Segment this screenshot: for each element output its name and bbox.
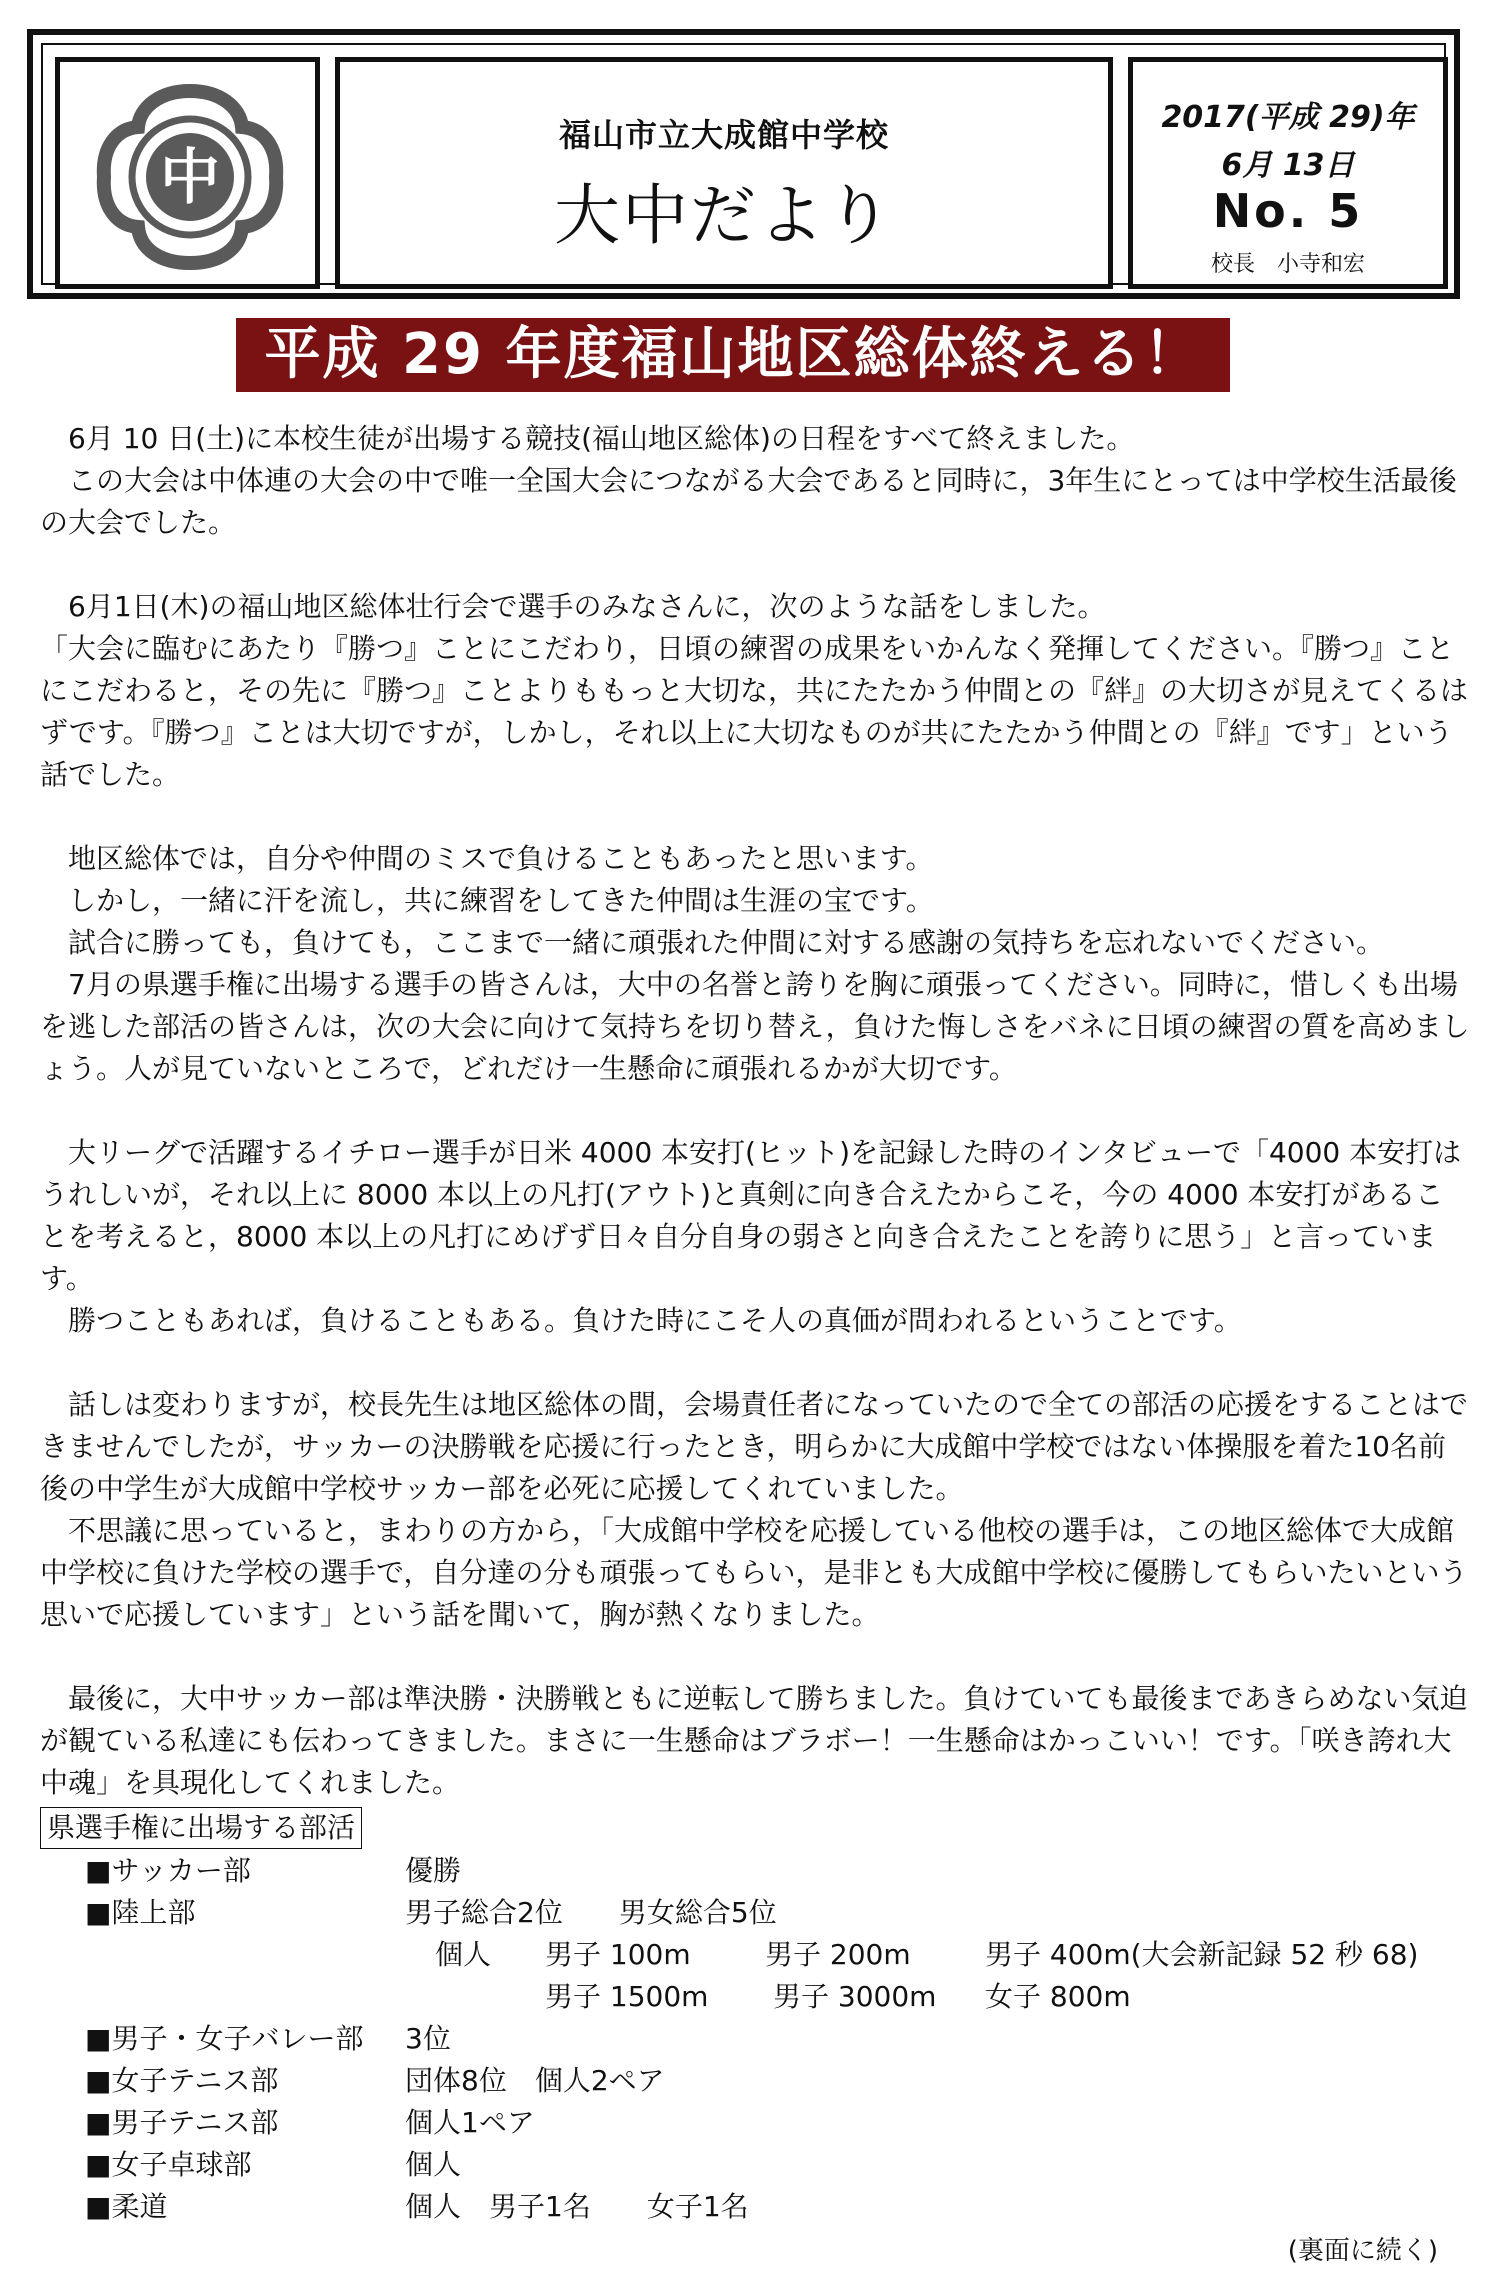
masthead <box>27 29 1460 299</box>
body-paragraph: 勝つこともあれば，負けることもある。負けた時にこそ人の真価が問われるということです。 <box>40 1304 1242 1337</box>
body-paragraph: 「大会に臨むにあたり『勝つ』ことにこだわり，日頃の練習の成果をいかんなく発揮してください。『勝つ』ことにこだわると，その先に『勝つ』ことよりももっと大切な，共にたたかう仲間との『絆』の大切さが見えてくるはずです。『勝つ』ことは大切ですが，しかし，それ以上に大切なものが共にたたかう仲間との『絆』です」という話でした。 <box>40 632 1469 791</box>
headline-banner: 平成 29 年度福山地区総体終える！ <box>236 318 1230 392</box>
school-name: 福山市立大成館中学校 <box>558 116 889 154</box>
track-individual-row-1 <box>85 1934 1465 1976</box>
track-event: 男子 1500m <box>545 1980 709 2013</box>
track-event: 男子 200m <box>765 1938 911 1971</box>
club-name: ■サッカー部 <box>85 1854 251 1887</box>
club-row <box>85 2060 1465 2102</box>
paragraph-gap <box>40 1342 1470 1384</box>
issue-year: 2017(平成 29)年 <box>1161 100 1415 135</box>
club-result: 個人1ペア <box>405 2106 535 2139</box>
body-paragraph: 6月1日(木)の福山地区総体壮行会で選手のみなさんに，次のような話をしました。 <box>40 590 1106 623</box>
issue-number: No. 5 <box>1212 184 1364 238</box>
club-name: ■男子テニス部 <box>85 2106 279 2139</box>
article-body <box>40 418 1470 1804</box>
issue-date: 6月 13日 <box>1221 148 1355 183</box>
club-result: 個人 <box>405 2148 462 2181</box>
clubs-list <box>85 1850 1465 2228</box>
body-paragraph: しかし，一緒に汗を流し，共に練習をしてきた仲間は生涯の宝です。 <box>40 884 934 917</box>
paragraph-gap <box>40 1636 1470 1678</box>
clubs-section-title: 県選手権に出場する部活 <box>40 1807 362 1849</box>
emblem-box <box>55 57 320 289</box>
club-name: ■陸上部 <box>85 1896 196 1929</box>
club-row <box>85 1892 1465 1934</box>
emblem-char: 中 <box>160 143 220 213</box>
issue-info-box <box>1128 57 1448 289</box>
track-individual-label: 個人 <box>435 1938 492 1971</box>
body-paragraph: 6月 10 日(土)に本校生徒が出場する競技(福山地区総体)の日程をすべて終えました。 <box>40 422 1135 455</box>
track-event: 男子 100m <box>545 1938 691 1971</box>
body-paragraph: 7月の県選手権に出場する選手の皆さんは，大中の名誉と誇りを胸に頑張ってください。同時に，惜しくも出場を逃した部活の皆さんは，次の大会に向けて気持ちを切り替え，負けた悔しさをバネに日頃の練習の質を高めましょう。人が見ていないところで，どれだけ一生懸命に頑張れるかが大切です。 <box>40 968 1470 1085</box>
paragraph-gap <box>40 544 1470 586</box>
club-result: 男子総合2位 男女総合5位 <box>405 1896 777 1929</box>
school-emblem-icon <box>90 77 290 277</box>
title-box <box>335 57 1113 289</box>
newsletter-title: 大中だより <box>554 177 894 254</box>
masthead-inner <box>41 43 1446 285</box>
club-result: 3位 <box>405 2022 451 2055</box>
paragraph-gap <box>40 796 1470 838</box>
club-result: 個人 男子1名 女子1名 <box>405 2190 749 2223</box>
continued-note: (裏面に続く) <box>1287 2236 1438 2266</box>
principal-name: 校長 小寺和宏 <box>1210 252 1365 277</box>
club-name: ■男子・女子バレー部 <box>85 2022 364 2055</box>
body-paragraph: この大会は中体連の大会の中で唯一全国大会につながる大会であると同時に，3年生にとっては中学校生活最後の大会でした。 <box>40 464 1457 539</box>
body-paragraph: 地区総体では，自分や仲間のミスで負けることもあったと思います。 <box>40 842 934 875</box>
club-row <box>85 1850 1465 1892</box>
club-name: ■女子卓球部 <box>85 2148 252 2181</box>
body-paragraph: 試合に勝っても，負けても，ここまで一緒に頑張れた仲間に対する感謝の気持ちを忘れないでください。 <box>40 926 1385 959</box>
body-paragraph: 大リーグで活躍するイチロー選手が日米 4000 本安打(ヒット)を記録した時のインタビューで「4000 本安打はうれしいが，それ以上に 8000 本以上の凡打(アウト)と真剣に向き合えたからこそ，今の 4000 本安打があることを考えると，8000 本以上の凡打にめげず日々自分自身の弱さと向き合えたことを誇りに思う」と言っています。 <box>40 1136 1462 1295</box>
track-event: 男子 400m(大会新記録 52 秒 68) <box>985 1938 1419 1971</box>
track-individual-row-2 <box>85 1976 1465 2018</box>
club-row <box>85 2102 1465 2144</box>
body-paragraph: 最後に，大中サッカー部は準決勝・決勝戦ともに逆転して勝ちました。負けていても最後まであきらめない気迫が観ている私達にも伝わってきました。まさに一生懸命はブラボー！一生懸命はかっこいい！です。「咲き誇れ大中魂」を具現化してくれました。 <box>40 1682 1468 1799</box>
paragraph-gap <box>40 1090 1470 1132</box>
club-result: 団体8位 個人2ペア <box>405 2064 665 2097</box>
club-result: 優勝 <box>405 1854 462 1887</box>
club-name: ■女子テニス部 <box>85 2064 279 2097</box>
club-row <box>85 2018 1465 2060</box>
track-event: 女子 800m <box>985 1980 1131 2013</box>
track-event: 男子 3000m <box>773 1980 937 2013</box>
body-paragraph: 話しは変わりますが，校長先生は地区総体の間，会場責任者になっていたので全ての部活の応援をすることはできませんでしたが，サッカーの決勝戦を応援に行ったとき，明らかに大成館中学校ではない体操服を着た10名前後の中学生が大成館中学校サッカー部を必死に応援してくれていました。 <box>40 1388 1469 1505</box>
club-row <box>85 2144 1465 2186</box>
club-row <box>85 2186 1465 2228</box>
club-name: ■柔道 <box>85 2190 168 2223</box>
body-paragraph: 不思議に思っていると，まわりの方から，「大成館中学校を応援している他校の選手は，この地区総体で大成館中学校に負けた学校の選手で，自分達の分も頑張ってもらい，是非とも大成館中学校に優勝してもらいたいという思いで応援しています」という話を聞いて，胸が熱くなりました。 <box>40 1514 1468 1631</box>
